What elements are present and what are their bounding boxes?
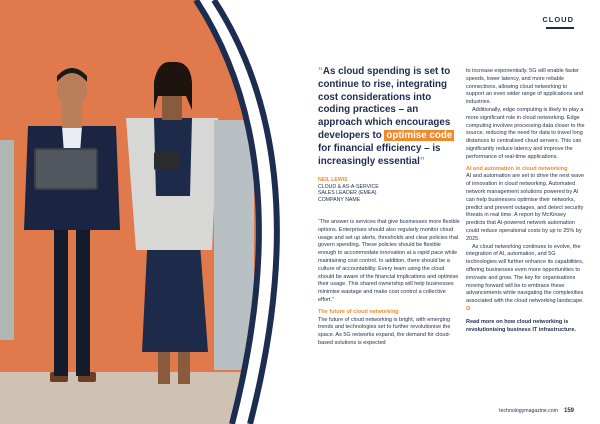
end-mark-icon: ✪ bbox=[466, 305, 471, 312]
body-column-left bbox=[318, 219, 460, 348]
left-paragraph-1: “The answer is services that give businesses more flexible options. Enterprises should also regularly monitor cloud usage and set up alerts, thresholds and clear policies that govern spending. These policies should be flexible enough to accommodate innovation at a rapid pace while maintaining cost control. In addition, there should be a culture of accountability. Every team using the cloud should be aware of the financial implications and optimise their usage. This shared ownership will help businesses minimise wastage and make cost control a collective effort.” bbox=[318, 219, 460, 303]
left-paragraph-2: The future of cloud networking is bright, with emerging trends and technologies set to further revolutionise the space. As 5G networks expand, the demand for cloud-based solutions is expected bbox=[318, 316, 451, 346]
read-more[interactable] bbox=[466, 319, 586, 335]
footer-site: technologymagazine.com bbox=[499, 408, 558, 414]
quote-attribution bbox=[318, 177, 458, 203]
page-number: 159 bbox=[563, 408, 574, 414]
section-label: CLOUD bbox=[542, 15, 574, 24]
open-quote-mark: “ bbox=[318, 66, 323, 77]
pull-quote bbox=[318, 66, 458, 168]
right-paragraph-3: AI and automation are set to drive the next wave of innovation in cloud networking. Automated network management solutions powered by AI can help businesses optimise their networks, predict and prevent outages, and detect security threats in real time. A report by McKinsey predicts that AI-powered network automation could reduce operational costs by up to 25% by 2025. bbox=[466, 173, 585, 242]
read-more-link[interactable]: Read more on how cloud networking is revolutionising business IT infrastructure. bbox=[466, 318, 577, 333]
subhead-ai-automation: AI and automation in cloud networking bbox=[466, 165, 568, 172]
right-paragraph-1: to increase exponentially. 5G will enable faster speeds, lower latency, and more reliable connections, allowing cloud networking to support an even wider range of applications and industries. bbox=[466, 68, 584, 106]
right-paragraph-4 bbox=[466, 244, 586, 314]
page-footer bbox=[499, 408, 574, 414]
attribution-title-2: SALES LEADER (EMEA) bbox=[318, 190, 377, 196]
person-left-partial bbox=[0, 140, 14, 340]
right-paragraph-4-text: As cloud networking continues to evolve, the integration of AI, automation, and 5G technologies will further enhance its capabilities, offering businesses even more opportunities to innovate and grow. The key for organisations moving forward will be to embrace these advancements while navigating the complexities associated with the cloud networking landscape. bbox=[466, 243, 584, 305]
pull-quote-highlight: optimise code bbox=[386, 129, 453, 141]
section-underline bbox=[546, 27, 574, 29]
pull-quote-text-before: As cloud spending is set to continue to rise, integrating cost considerations into coding practices – an approach which encourages developers to bbox=[318, 66, 451, 141]
right-paragraph-2: Additionally, edge computing is likely to play a more significant role in cloud networking. Edge computing involves processing data closer to the source, reducing the need for data to travel long distances to centralised cloud servers. This can significantly reduce latency and improve the performance of real-time applications. bbox=[466, 106, 585, 160]
pull-quote-text-after: for financial efficiency – is increasingly essential bbox=[318, 142, 441, 167]
attribution-title-3: COMPANY NAME bbox=[318, 196, 361, 203]
close-quote-mark: ” bbox=[419, 155, 425, 167]
body-column-right bbox=[466, 68, 586, 334]
attribution-name: NEIL LEWIS bbox=[318, 177, 348, 183]
attribution-title-1: CLOUD & AS-A-SERVICE bbox=[318, 183, 379, 190]
subhead-future: The future of cloud networking bbox=[318, 308, 399, 315]
